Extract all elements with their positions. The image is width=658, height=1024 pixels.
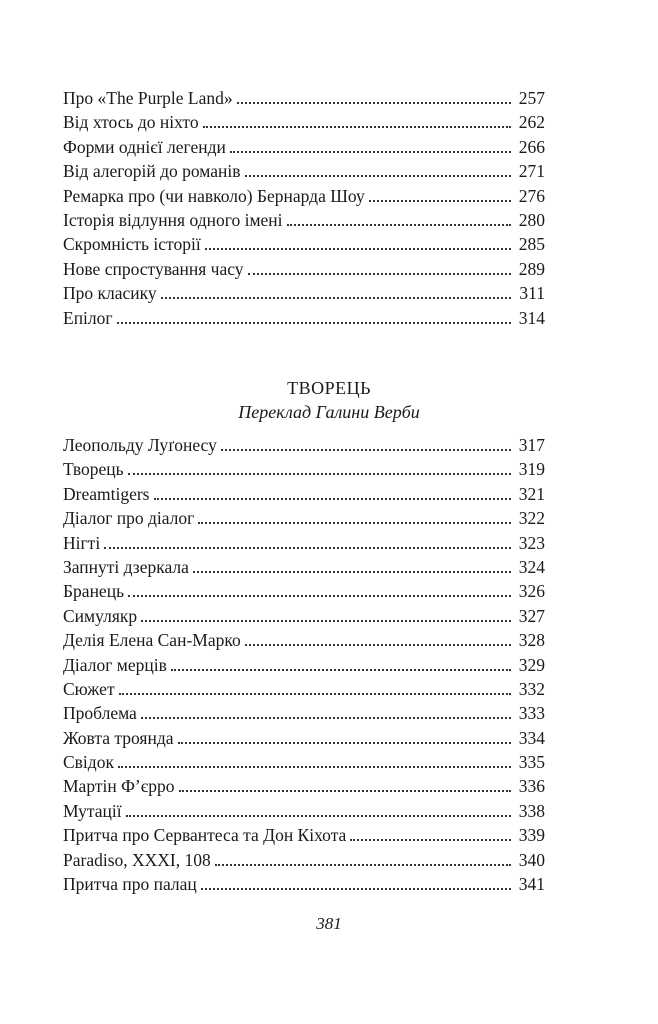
- toc-entry-title: Форми однієї легенди: [63, 136, 226, 157]
- toc-entry-title: Сюжет: [63, 678, 115, 699]
- toc-entry: [63, 433, 545, 457]
- toc-entry-page: 341: [518, 874, 545, 895]
- toc-entry-title: Історія відлуння одного імені: [63, 209, 283, 230]
- toc-entry-page: 329: [518, 654, 545, 675]
- toc-leader-dots: [117, 321, 511, 324]
- toc-leader-dots: [221, 448, 511, 451]
- toc-entry: [63, 628, 545, 652]
- toc-entry-title: Dreamtigers: [63, 483, 150, 504]
- toc-entry-title: Діалог про діалог: [63, 508, 195, 529]
- toc-entry-title: Про «The Purple Land»: [63, 88, 233, 108]
- toc-leader-dots: [141, 716, 511, 719]
- toc-entry-title: Ремарка про (чи навколо) Бернарда Шоу: [63, 185, 365, 206]
- toc-leader-dots: [205, 247, 511, 250]
- toc-entry-title: Симулякр: [63, 605, 138, 626]
- toc-entry-title: Свідок: [63, 752, 114, 773]
- toc-leader-dots: [237, 101, 511, 104]
- toc-entry-page: 321: [518, 483, 545, 504]
- toc-entry-page: 324: [518, 556, 545, 577]
- toc-entry-title: Paradiso, XXXI, 108: [63, 849, 211, 870]
- toc-entry: [63, 653, 545, 677]
- toc-entry: [63, 531, 545, 555]
- toc-entry-title: Мутації: [63, 800, 122, 821]
- toc-entry: [63, 208, 545, 232]
- toc-section-1: [63, 86, 545, 330]
- toc-entry-title: Притча про палац: [63, 874, 197, 895]
- toc-entry: [63, 506, 545, 530]
- toc-entry: [63, 232, 545, 256]
- toc-leader-dots: [350, 838, 510, 841]
- toc-leader-dots: [287, 223, 511, 226]
- toc-leader-dots: [128, 472, 511, 475]
- toc-entry-title: Про класику: [63, 283, 157, 304]
- toc-entry: [63, 726, 545, 750]
- toc-leader-dots: [193, 570, 511, 573]
- toc-entry-page: 271: [518, 161, 545, 182]
- toc-entry-title: Жовта троянда: [63, 727, 174, 748]
- section-subtitle: Переклад Галини Верби: [238, 402, 420, 422]
- toc-entry-page: 338: [518, 800, 545, 821]
- toc-entry: [63, 579, 545, 603]
- toc-entry: [63, 848, 545, 872]
- toc-entry-title: Творець: [63, 459, 124, 480]
- toc-leader-dots: [230, 150, 511, 153]
- toc-entry-page: 339: [518, 825, 545, 846]
- toc-entry-title: Притча про Сервантеса та Дон Кіхота: [63, 825, 347, 846]
- toc-leader-dots: [126, 814, 511, 817]
- toc-entry: [63, 823, 545, 847]
- toc-entry: [63, 701, 545, 725]
- toc-entry: [63, 457, 545, 481]
- toc-leader-dots: [203, 125, 511, 128]
- toc-entry: [63, 281, 545, 305]
- section-title: ТВОРЕЦЬ: [287, 378, 371, 398]
- toc-entry-title: Від алегорій до романів: [63, 161, 241, 182]
- toc-entry: [63, 306, 545, 330]
- toc-leader-dots: [248, 272, 511, 275]
- toc-entry-title: Епілог: [63, 307, 113, 328]
- toc-entry-page: 332: [518, 678, 545, 699]
- toc-entry: [63, 86, 545, 110]
- toc-entry-title: Діалог мерців: [63, 654, 167, 675]
- toc-entry-page: 326: [518, 581, 545, 602]
- toc-entry: [63, 482, 545, 506]
- toc-entry-title: Проблема: [63, 703, 137, 724]
- toc-entry-title: Мартін Ф’єрро: [63, 776, 175, 797]
- toc-leader-dots: [154, 497, 511, 500]
- toc-entry-page: 285: [518, 234, 545, 255]
- toc-entry-title: Делія Елена Сан-Марко: [63, 630, 241, 651]
- toc-entry-title: Бранець: [63, 581, 125, 602]
- toc-leader-dots: [128, 594, 511, 597]
- toc-entry-page: 276: [518, 185, 545, 206]
- toc-entry-page: 317: [518, 435, 545, 455]
- toc-leader-dots: [141, 619, 511, 622]
- toc-entry-title: Запнуті дзеркала: [63, 556, 189, 577]
- toc-section-2: [63, 433, 545, 896]
- toc-entry-title: Леопольду Луґонесу: [63, 435, 217, 455]
- toc-entry-title: Нове спростування часу: [63, 258, 244, 279]
- toc-entry-title: Скромність історії: [63, 234, 201, 255]
- toc-entry-page: 340: [518, 849, 545, 870]
- toc-entry: [63, 135, 545, 159]
- toc-entry: [63, 159, 545, 183]
- toc-leader-dots: [178, 741, 511, 744]
- toc-entry-page: 322: [518, 508, 545, 529]
- toc-entry-page: 328: [518, 630, 545, 651]
- page-number: 381: [316, 914, 342, 933]
- toc-leader-dots: [245, 174, 511, 177]
- toc-entry-title: Від хтось до ніхто: [63, 112, 199, 133]
- toc-entry-page: 262: [518, 112, 545, 133]
- toc-entry: [63, 872, 545, 896]
- toc-leader-dots: [245, 643, 511, 646]
- toc-entry-page: 311: [519, 283, 545, 304]
- toc-entry: [63, 257, 545, 281]
- toc-entry-page: 314: [518, 307, 545, 328]
- toc-entry-page: 319: [518, 459, 545, 480]
- toc-leader-dots: [104, 546, 511, 549]
- toc-leader-dots: [201, 887, 511, 890]
- toc-entry: [63, 799, 545, 823]
- toc-leader-dots: [369, 199, 511, 202]
- toc-entry-page: 335: [518, 752, 545, 773]
- toc-entry-page: 266: [518, 136, 545, 157]
- toc-leader-dots: [171, 668, 511, 671]
- toc-entry: [63, 677, 545, 701]
- toc-entry: [63, 750, 545, 774]
- toc-leader-dots: [161, 296, 512, 299]
- toc-entry-page: 336: [518, 776, 545, 797]
- toc-leader-dots: [198, 521, 510, 524]
- toc-entry-page: 333: [518, 703, 545, 724]
- toc-entry: [63, 110, 545, 134]
- toc-leader-dots: [215, 863, 511, 866]
- toc-entry-page: 327: [518, 605, 545, 626]
- toc-entry: [63, 555, 545, 579]
- toc-entry: [63, 774, 545, 798]
- toc-entry-page: 280: [518, 209, 545, 230]
- toc-entry-page: 289: [518, 258, 545, 279]
- toc-entry: [63, 184, 545, 208]
- toc-leader-dots: [118, 765, 511, 768]
- toc-leader-dots: [119, 692, 511, 695]
- toc-entry-page: 334: [518, 727, 545, 748]
- toc-entry-page: 323: [518, 532, 545, 553]
- toc-leader-dots: [179, 789, 511, 792]
- toc-entry: [63, 604, 545, 628]
- toc-entry-page: 257: [518, 88, 545, 108]
- toc-entry-title: Нігті: [63, 532, 101, 553]
